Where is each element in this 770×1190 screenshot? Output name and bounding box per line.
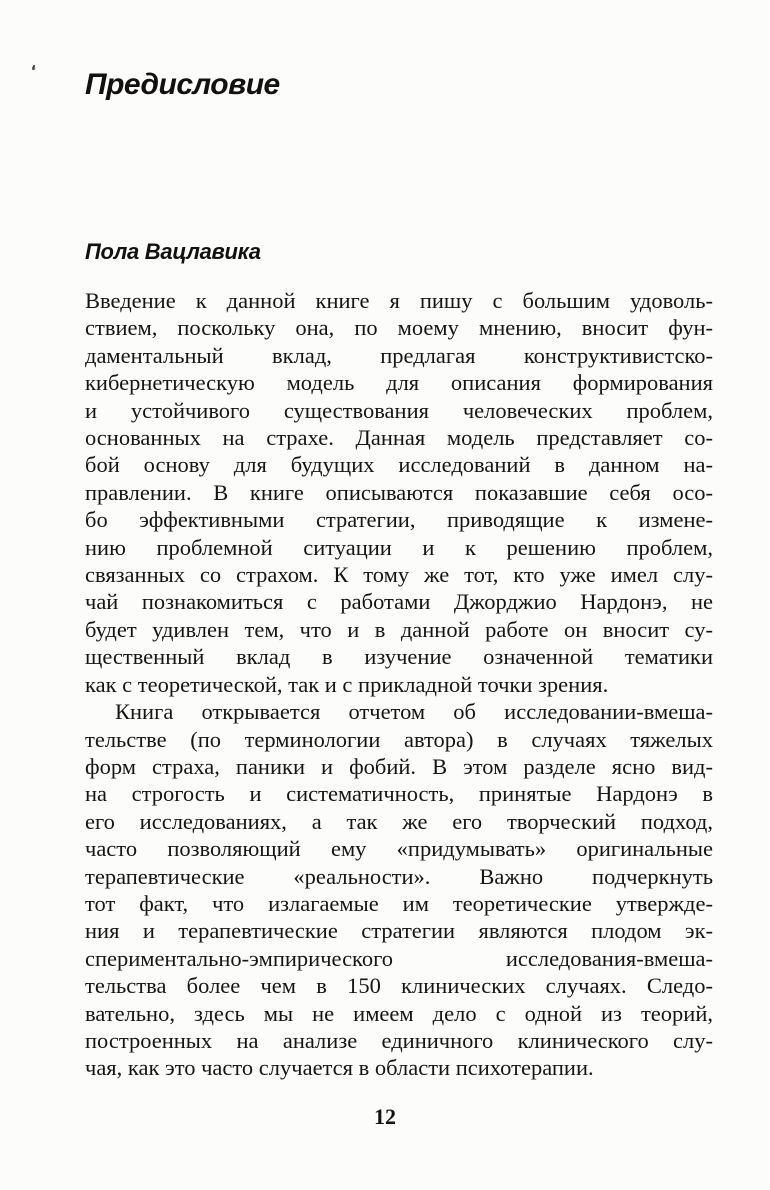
text-line: правлении. В книге описываются показавшие себя осо- (85, 479, 713, 505)
body-text (85, 287, 713, 1082)
chapter-title: Предисловие (85, 68, 280, 101)
text-line: чай познакомиться с работами Джорджио Нардонэ, не (85, 589, 713, 615)
scan-artifact-mark: ‘ (29, 61, 38, 81)
text-line: бо эффективными стратегии, приводящие к измене- (85, 507, 713, 533)
text-line: форм страха, паники и фобий. В этом разделе ясно вид- (85, 753, 713, 779)
text-line: на строгость и систематичность, принятые Нардонэ в (85, 781, 713, 807)
text-line: вательно, здесь мы не имеем дело с одной из теорий, (85, 1000, 713, 1026)
page-number: 12 (374, 1104, 396, 1129)
text-line: тельстве (по терминологии автора) в случаях тяжелых (85, 726, 713, 752)
text-line: бой основу для будущих исследований в данном на- (85, 452, 713, 478)
text-line: тот факт, что излагаемые им теоретические утвержде- (85, 890, 713, 916)
text-line: как с теоретической, так и с прикладной точки зрения. (85, 671, 609, 697)
text-line: ния и терапевтические стратегии являются плодом эк- (85, 918, 713, 944)
text-line: и устойчивого существования человеческих проблем, (85, 397, 713, 423)
text-line: Введение к данной книге я пишу с большим удоволь- (85, 288, 713, 313)
text-line: нию проблемной ситуации и к решению проблем, (85, 534, 713, 560)
text-line: спериментально-эмпирического исследования-вмеша- (85, 945, 713, 971)
text-line: часто позволяющий ему «придумывать» оригинальные (85, 836, 713, 862)
text-line: ствием, поскольку она, по моему мнению, вносит фун- (85, 315, 713, 341)
text-line: его исследованиях, а так же его творческий подход, (85, 808, 713, 834)
text-line: даментальный вклад, предлагая конструктивистско- (85, 342, 713, 368)
text-line: чая, как это часто случается в области психотерапии. (85, 1055, 594, 1081)
author-subtitle: Пола Вацлавика (85, 239, 261, 264)
text-line: связанных со страхом. К тому же тот, кто уже имел слу- (85, 562, 713, 588)
text-line: тельства более чем в 150 клинических случаях. Следо- (85, 973, 713, 999)
text-line: будет удивлен тем, что и в данной работе он вносит су- (85, 616, 713, 642)
text-line: Книга открывается отчетом об исследовании-вмеша- (115, 699, 713, 725)
text-line: кибернетическую модель для описания формирования (85, 370, 713, 396)
text-line: основанных на страхе. Данная модель представляет со- (85, 425, 713, 451)
text-line: построенных на анализе единичного клинического слу- (85, 1027, 713, 1053)
text-line: щественный вклад в изучение означенной тематики (85, 644, 713, 670)
text-line: терапевтические «реальности». Важно подчеркнуть (85, 863, 713, 889)
